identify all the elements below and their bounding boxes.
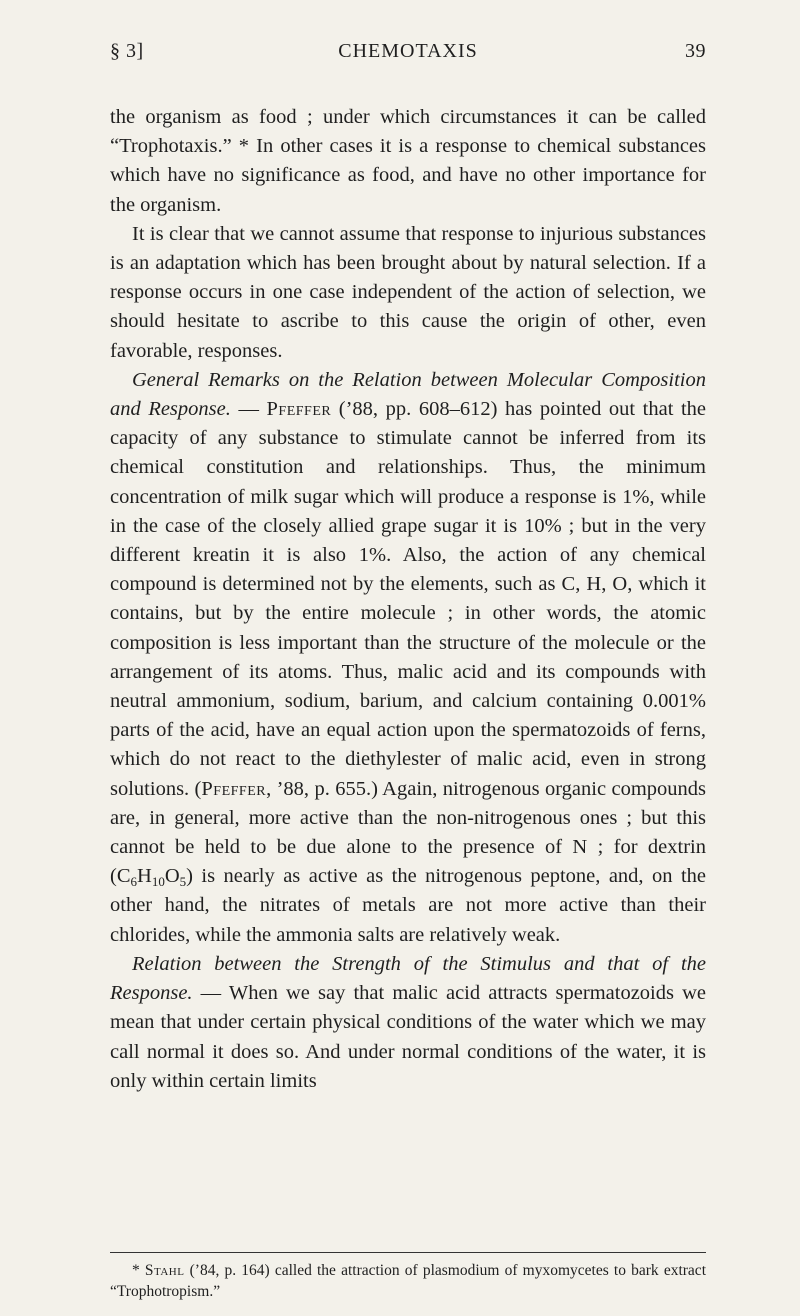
- page-number: 39: [685, 40, 706, 62]
- paragraph-1: the organism as food ; under which circumstances it can be called “Trophotaxis.” * In other cases it is a response to chemical substances which have no significance as food, and have no other importance for the organism.: [110, 106, 707, 216]
- running-header: [110, 40, 706, 66]
- footnote-author: Stahl: [144, 1262, 185, 1279]
- paragraph-2: It is clear that we cannot assume that response to injurious substances is an adaptation which has been brought about by natural selection. If a response occurs in one case independent of the action of selection, we should hesitate to ascribe to this cause the origin of other, even favorable, responses.: [110, 222, 706, 362]
- section-heading-stimulus-strength: Relation between the Strength of the Stimulus and that of the Response.: [110, 952, 706, 1005]
- footnote-divider: [110, 1252, 706, 1253]
- section-heading-molecular-composition: General Remarks on the Relation between Molecular Composition and Response.: [110, 368, 706, 421]
- footnote: * Stahl (’84, p. 164) called the attraction of plasmodium of myxomycetes to bark extract “Trophotropism.”: [110, 1262, 706, 1300]
- author-name: Pfeffer: [266, 398, 332, 421]
- section-marker: § 3]: [110, 40, 144, 62]
- footnote-mark: *: [132, 1262, 145, 1279]
- footnote-reference: *: [231, 135, 257, 158]
- paragraph-4: Relation between the Strength of the Stimulus and that of the Response. — When we say that malic acid attracts spermatozoids we mean that under certain physical conditions of the water which we may call normal it does so. And under normal conditions of the water, it is only within certain limits: [110, 952, 706, 1092]
- paragraph-3: General Remarks on the Relation between Molecular Composition and Response. — Pfeffer (’88, pp. 608–612) has pointed out that the capacity of any substance to stimulate cannot be inferred from its chemical constitution and relationships. Thus, the minimum concentration of milk sugar which will produce a response is 1%, while in the case of the closely allied grape sugar it is 10% ; but in the very different kreatin it is also 1%. Also, the action of any chemical compound is determined not by the elements, such as C, H, O, which it contains, but by the entire molecule ; in other words, the atomic composition is less important than the structure of the molecule or the arrangement of its atoms. Thus, malic acid and its compounds with neutral ammonium, sodium, barium, and calcium containing 0.001% parts of the acid, have an equal action upon the spermatozoids of ferns, which do not react to the diethylester of malic acid, even in strong solutions. (Pfeffer, ’88, p. 655.) Again, nitrogenous organic compounds are, in general, more active than the non-nitrogenous ones ; but this cannot be held to be due alone to the presence of N ; for dextrin $(C_6H_{10}O_5)$ is nearly as active as the nitrogenous peptone, and, on the other hand, the nitrates of metals are not more active than their chlorides, while the ammonia salts are relatively weak.: [110, 368, 707, 946]
- main-text: [110, 103, 706, 1096]
- author-name: Pfeffer: [201, 777, 267, 800]
- running-title: CHEMOTAXIS: [338, 40, 478, 62]
